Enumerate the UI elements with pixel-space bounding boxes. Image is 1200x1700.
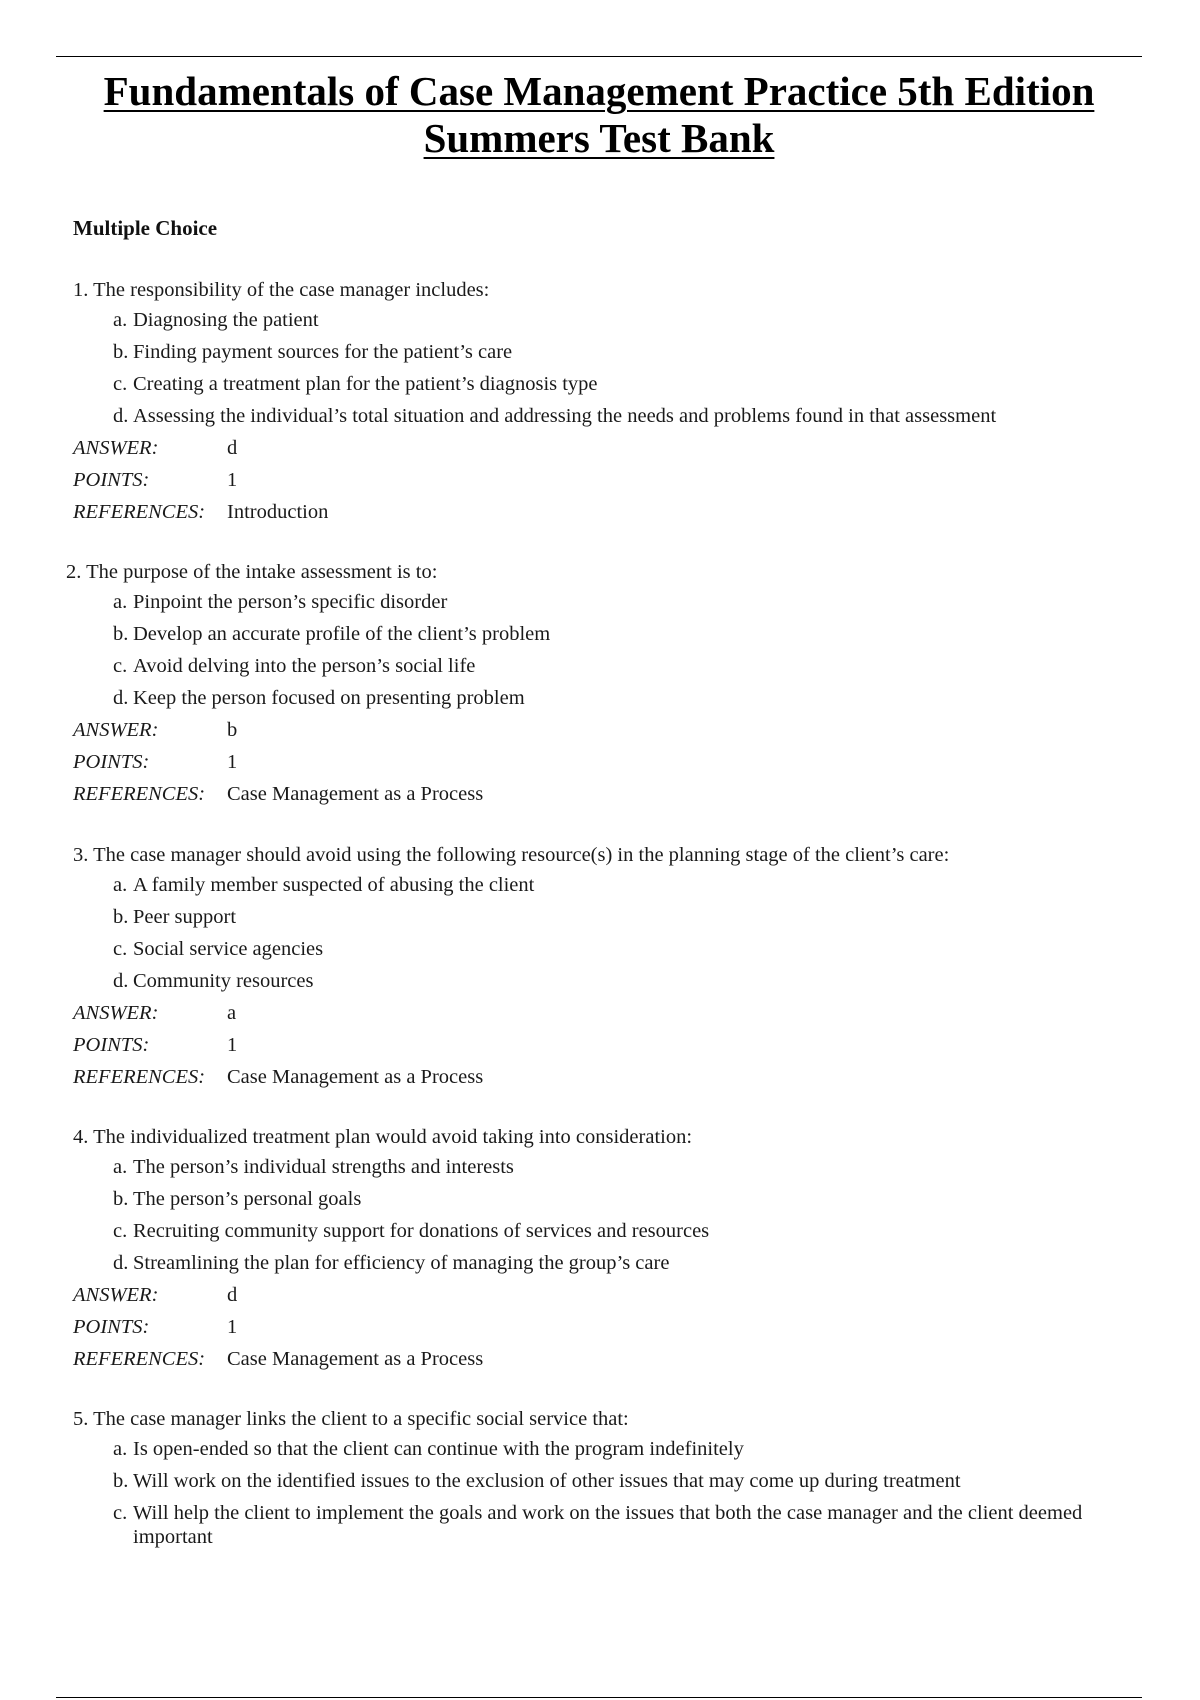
option-text: Peer support	[133, 906, 237, 928]
bottom-rule	[56, 1697, 1142, 1698]
option-text: Keep the person focused on presenting problem	[133, 687, 525, 709]
option-c	[73, 1497, 1113, 1549]
points-value: 1	[227, 1034, 238, 1056]
title-line-2: Summers Test Bank	[423, 115, 775, 161]
option-letter: a.	[113, 1156, 128, 1178]
answer-label: ANSWER:	[73, 1284, 159, 1306]
option-letter: d.	[113, 687, 129, 709]
option-letter: c.	[113, 655, 128, 677]
option-text: A family member suspected of abusing the client	[133, 874, 535, 896]
question-2	[66, 558, 1116, 810]
option-text: Social service agencies	[133, 938, 324, 960]
answer-value: d	[227, 437, 238, 459]
option-c	[66, 650, 1116, 682]
option-b	[73, 1183, 1123, 1215]
option-text: Recruiting community support for donations of services and resources	[133, 1220, 710, 1242]
option-c	[73, 933, 1123, 965]
answer-value: d	[227, 1284, 238, 1306]
option-text: Will help the client to implement the goals and work on the issues that both the case manager and the client deemed important	[133, 1502, 1083, 1548]
answer-value: b	[227, 719, 238, 741]
document-title	[56, 68, 1142, 162]
answer-value: a	[227, 1002, 237, 1024]
option-text: Pinpoint the person’s specific disorder	[133, 591, 448, 613]
option-a	[73, 1433, 1123, 1465]
option-text: Diagnosing the patient	[133, 309, 319, 331]
option-c	[73, 1215, 1123, 1247]
question-stem: 5. The case manager links the client to a specific social service that:	[73, 1408, 629, 1430]
points-row	[73, 464, 1123, 496]
points-value: 1	[227, 1316, 238, 1338]
option-letter: b.	[113, 623, 129, 645]
option-letter: b.	[113, 1470, 129, 1492]
option-letter: d.	[113, 1252, 129, 1274]
option-letter: a.	[113, 309, 128, 331]
option-letter: c.	[113, 373, 128, 395]
answer-label: ANSWER:	[73, 719, 159, 741]
references-row	[66, 778, 1116, 810]
option-text: Community resources	[133, 970, 314, 992]
answer-row	[73, 432, 1123, 464]
option-a	[73, 869, 1123, 901]
option-text: Creating a treatment plan for the patient’s diagnosis type	[133, 373, 598, 395]
question-1	[73, 276, 1123, 528]
option-text: Finding payment sources for the patient’s care	[133, 341, 513, 363]
answer-row	[73, 1279, 1123, 1311]
option-a	[73, 304, 1123, 336]
references-value: Case Management as a Process	[227, 783, 484, 805]
question-stem: 3. The case manager should avoid using the following resource(s) in the planning stage of the client’s care:	[73, 844, 950, 866]
option-text: Streamlining the plan for efficiency of managing the group’s care	[133, 1252, 670, 1274]
question-3	[73, 841, 1123, 1093]
references-label: REFERENCES:	[73, 1066, 206, 1088]
option-letter: a.	[113, 1438, 128, 1460]
option-d	[73, 400, 1123, 432]
section-heading: Multiple Choice	[73, 216, 218, 240]
option-d	[73, 1247, 1123, 1279]
points-label: POINTS:	[73, 469, 150, 491]
references-label: REFERENCES:	[73, 501, 206, 523]
option-d	[73, 965, 1123, 997]
option-letter: b.	[113, 1188, 129, 1210]
answer-label: ANSWER:	[73, 1002, 159, 1024]
option-letter: a.	[113, 874, 128, 896]
references-row	[73, 496, 1123, 528]
references-label: REFERENCES:	[73, 783, 206, 805]
option-text: Avoid delving into the person’s social life	[133, 655, 476, 677]
option-letter: c.	[113, 1220, 128, 1242]
option-b	[73, 901, 1123, 933]
points-label: POINTS:	[73, 1316, 150, 1338]
option-c	[73, 368, 1123, 400]
points-label: POINTS:	[73, 751, 150, 773]
title-line-1: Fundamentals of Case Management Practice 5th Edition	[103, 68, 1095, 114]
points-row	[66, 746, 1116, 778]
option-letter: b.	[113, 906, 129, 928]
option-letter: c.	[113, 938, 128, 960]
question-4	[73, 1123, 1123, 1375]
points-value: 1	[227, 469, 238, 491]
top-rule	[56, 56, 1142, 57]
question-5	[73, 1405, 1123, 1549]
points-row	[73, 1029, 1123, 1061]
option-text: Is open-ended so that the client can continue with the program indefinitely	[133, 1438, 744, 1460]
option-text: Will work on the identified issues to the exclusion of other issues that may come up during treatment	[133, 1470, 961, 1492]
option-letter: d.	[113, 970, 129, 992]
option-letter: c.	[113, 1502, 128, 1524]
answer-label: ANSWER:	[73, 437, 159, 459]
references-label: REFERENCES:	[73, 1348, 206, 1370]
option-text: The person’s individual strengths and interests	[133, 1156, 514, 1178]
option-letter: d.	[113, 405, 129, 427]
option-letter: b.	[113, 341, 129, 363]
references-row	[73, 1061, 1123, 1093]
points-label: POINTS:	[73, 1034, 150, 1056]
option-a	[66, 586, 1116, 618]
references-value: Case Management as a Process	[227, 1348, 484, 1370]
option-b	[73, 336, 1123, 368]
option-text: Assessing the individual’s total situation and addressing the needs and problems found in that assessment	[133, 405, 997, 427]
option-a	[73, 1151, 1123, 1183]
option-b	[73, 1465, 1123, 1497]
option-b	[66, 618, 1116, 650]
references-value: Introduction	[227, 501, 329, 523]
references-row	[73, 1343, 1123, 1375]
question-stem: 2. The purpose of the intake assessment is to:	[66, 561, 438, 583]
option-letter: a.	[113, 591, 128, 613]
question-stem: 1. The responsibility of the case manager includes:	[73, 279, 490, 301]
points-value: 1	[227, 751, 238, 773]
answer-row	[73, 997, 1123, 1029]
references-value: Case Management as a Process	[227, 1066, 484, 1088]
option-text: Develop an accurate profile of the client’s problem	[133, 623, 551, 645]
option-d	[66, 682, 1116, 714]
option-text: The person’s personal goals	[133, 1188, 362, 1210]
question-stem: 4. The individualized treatment plan would avoid taking into consideration:	[73, 1126, 693, 1148]
answer-row	[66, 714, 1116, 746]
points-row	[73, 1311, 1123, 1343]
